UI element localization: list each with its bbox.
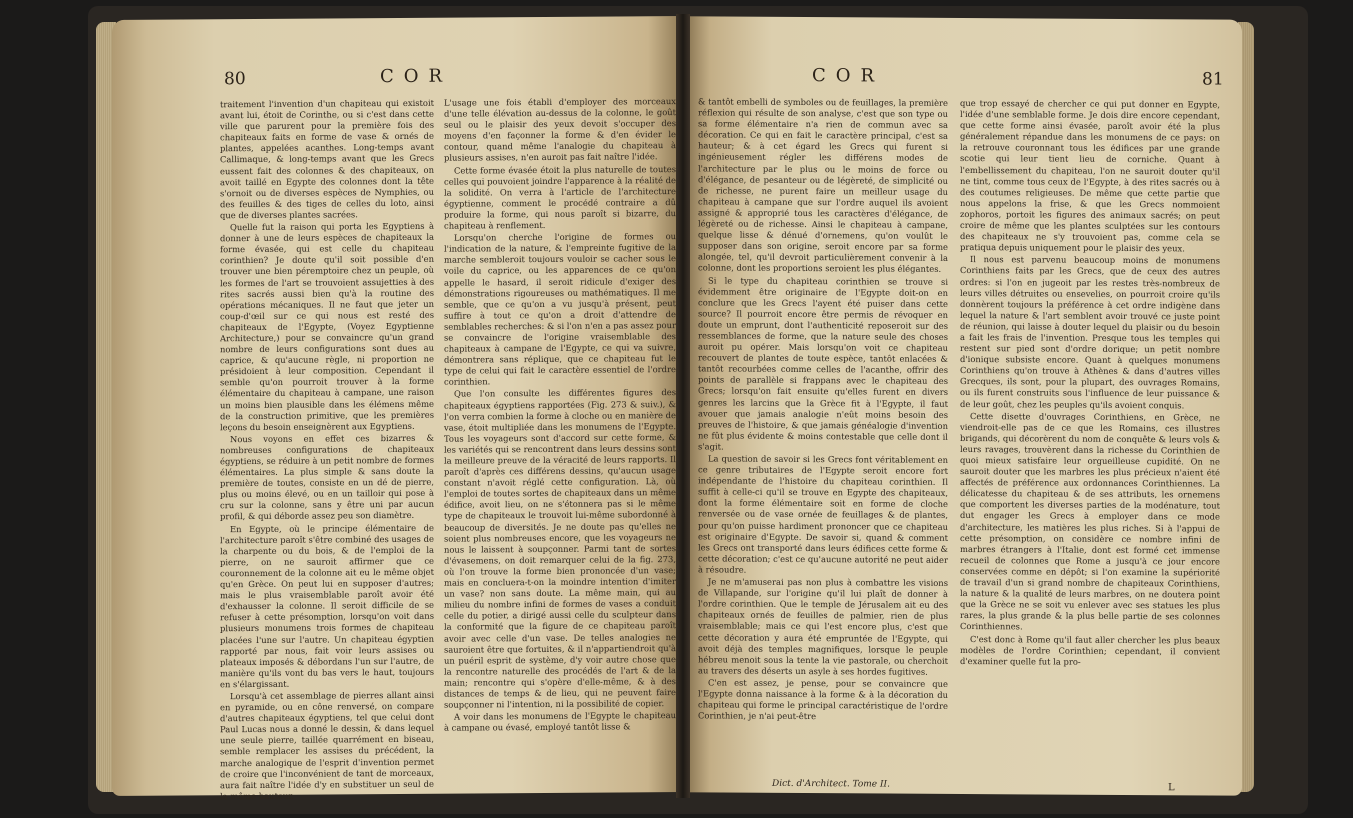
- paragraph: Cette disette d'ouvrages Corinthiens, en Grèce, ne viendroit-elle pas de ce que les Romains, ces illustres brigands, qui décorèrent du nom de conquête & leurs vols & leurs ravages, trouvèrent dans la richesse du Corinthien de quoi mieux satisfaire leur orgueilleuse cupidité. On ne sauroit douter que les marbres les plus précieux n'aient été affectés de préférence aux ordonnances Corinthiennes. La délicatesse du chapiteau & de ses attributs, les ornemens que comportent les diverses parties de la modénature, tout dut engager les Grecs à employer dans ce mode d'architecture, les matières les plus riches. Si à l'appui de cette présomption, on considère ce nombre infini de marbres étrangers à l'Italie, dont est formé cet immense recueil de colonnes que Rome a jusqu'à ce jour encore conservées comme en dépôt; si l'on examine la supériorité de travail d'un si grand nombre de chapiteaux Corinthiens, la nature & la qualité de leurs marbres, on ne doutera point que la Grèce ne se soit vu enlever avec ses statues les plus rares, la plus grande & la plus belle partie de ses colonnes Corinthiennes.: [960, 410, 1220, 632]
- paragraph: Si le type du chapiteau corinthien se trouve si évidemment être originaire de l'Egypte doit-on en conclure que les Grecs l'ayent été puiser dans cette source? Il pourroit encore être permis de révoquer en doute un emprunt, dont l'authenticité reposeroit sur des ressemblances de forme, que la nature seule des choses auroit pu opérer. Mais lorsqu'on voit ce chapiteau recouvert de plantes de toute espèce, tantôt enlacées & tantôt recourbées comme celles de l'acanthe, offrir des points de parallèle si frappans avec le chapiteau des Grecs; lorsqu'on fait ensuite qu'elles furent en divers genres les larcins que la Grèce fit à l'Egypte, il faut avouer que jamais analogie n'eût moins besoin des preuves de l'histoire, & que jamais généalogie d'invention ne fût plus évidente & moins contestable que celle dont il s'agit.: [698, 274, 948, 452]
- paragraph: A voir dans les monumens de l'Egypte le chapiteau à campane ou évasé, employé tantôt lisse &: [444, 710, 676, 733]
- paragraph: Lorsqu'à cet assemblage de pierres allant ainsi en pyramide, ou en cône renversé, on compare d'autres chapiteaux égyptiens, tel que celui dont Paul Lucas nous a donné le dessin, & dans lequel une seule pierre, taillée quarrément en biseau, semble remplacer les assises du précédent, la marche analogique de l'esprit d'invention permet de croire que l'inconvénient de tant de morceaux, aura fait naître l'idée d'y en substituer un seul de la même hauteur.: [220, 689, 434, 802]
- signature-mark: L: [1168, 782, 1175, 794]
- left-page: [112, 16, 682, 802]
- paragraph: Cette forme évasée étoit la plus naturelle de toutes celles qui pouvoient joindre l'apparence à la réalité de la solidité. On verra à l'article de l'architecture égyptienne, comment le procédé contraire a dû produire la forme, qui nous paroît si bizarre, du chapiteau à renflement.: [444, 163, 676, 231]
- paragraph: C'est donc à Rome qu'il faut aller chercher les plus beaux modèles de l'ordre Corinthien; cependant, il convient d'examiner quelle fut la pro-: [960, 633, 1220, 667]
- left-page-header: [112, 64, 682, 96]
- paragraph: La question de savoir si les Grecs font véritablement en ce genre tributaires de l'Egypte seroit encore fort indépendante de l'histoire du chapiteau corinthien. Il suffit à celle-ci qu'il se trouve en Egypte des chapiteaux, dont la forme élémentaire soit en forme de cloche renversée ou de vase ornée de feuillages & de plantes, pour qu'on puisse hardiment prononcer que ce chapiteau est originaire d'Egypte. De savoir si, quand & comment les Grecs ont transporté dans leurs édifices cette forme & cette décoration; c'est ce qu'aucune autorité ne peut aider à résoudre.: [698, 453, 948, 575]
- paragraph: Lorsqu'on cherche l'origine de formes ou l'indication de la nature, & l'empreinte fugitive de la marche sembleroit toujours vouloir se cacher sous le voile du caprice, ou les apparences de ce qu'on appelle le hasard, il seroit ridicule d'exiger des démonstrations rigoureuses ou mathématiques. Il me semble, que ce qu'on a vu jusqu'à présent, peut suffire à tout ce qu'on a droit d'attendre de semblables recherches: & si l'on n'en a pas assez pour se convaincre de l'origine vraisemblable des chapiteaux à campane de l'Egypte, ce qui va suivre, démontrera sans réplique, que ce chapiteau fut le type de celui qui fait le caractère essentiel de l'ordre corinthien.: [444, 231, 676, 388]
- right-page-header: [682, 64, 1242, 95]
- right-page: [682, 16, 1242, 795]
- paragraph: que trop essayé de chercher ce qui put donner en Egypte, l'idée d'une semblable forme. Je dois dire encore cependant, que cette forme ainsi évasée, paroît avoir été la plus généralement répandue dans les monumens de ce pays: on la retrouve couronnant tous les édifices par une grande scotie qui leur tient lieu de corniche. Quant à l'embellissement du chapiteau, l'on ne sauroit douter qu'il ne tint, comme tous ceux de l'Egypte, à des rites sacrés ou à des coutumes religieuses. De même que cette partie que nous appelons la frise, & que les Grecs nommoient zophoros, portoit les figures des animaux sacrés; on peut croire de même que les plantes sculptées sur les contours des chapiteaux ne s'y trouvoient pas, comme cela se pratiqua depuis uniquement pour le plaisir des yeux.: [960, 97, 1220, 254]
- right-column-2: [960, 98, 1220, 762]
- paragraph: Que l'on consulte les différentes figures des chapiteaux égyptiens rapportées (Fig. 273 & suiv.), & l'on verra combien la forme à cloche ou en manière de vase, étoit multipliée dans les monumens de l'Egypte. Tous les voyageurs sont d'accord sur cette forme, & les variétés qui se rencontrent dans leurs dessins sont la meilleure preuve de la véracité de leurs rapports. Il paroît d'après ces différens dessins, qu'aucun usage constant n'avoit réglé cette configuration. Là, où l'emploi de toutes sortes de chapiteaux dans un même édifice, avoit lieu, on ne s'étonnera pas si le même type de chapiteaux le trouvoit lui-même subordonné à beaucoup de diversités. Je ne doute pas qu'elles ne soient plus nombreuses encore, que les voyageurs ne nous le laissent à soupçonner. Parmi tant de sortes d'évasemens, on doit remarquer celui de la fig. 273, où l'on trouve la forme bien prononcée d'un vase; mais en concluera-t-on la moindre intention d'imiter un vase? non sans doute. La même main, qui au milieu du nombre infini de formes de vases a conduit celle du potier, a dirigé aussi celle du sculpteur dans la conformité que la figure de ce chapiteau paroît avoir avec celle d'un vase. De telles analogies ne sauroient être que fortuites, & il n'appartiendroit qu'à un puéril esprit de système, d'y voir autre chose que la rencontre naturelle des procédés de l'art & de la main; rencontre qui s'opère d'elle-même, & à des distances de temps & de lieu, qui ne peuvent faire soupçonner ni l'intention, ni la possibilité de copier.: [444, 387, 676, 710]
- left-column-2: [444, 96, 676, 780]
- right-page-columns: [698, 96, 1222, 781]
- book-gutter: [676, 14, 690, 798]
- running-head-left: COR: [380, 65, 453, 88]
- left-page-columns: [220, 96, 676, 802]
- paragraph: L'usage une fois établi d'employer des morceaux d'une telle élévation au-dessus de la colonne, le goût seul ou le plaisir des yeux devoit s'occuper des moyens d'en façonner la forme & d'en évider le contour, quand même l'analogie du chapiteau à plusieurs assises, n'en auroit pas fait naître l'idée.: [444, 96, 676, 164]
- paragraph: & tantôt embelli de symboles ou de feuillages, la première réflexion qui résulte de son analyse, c'est que son type ou sa forme élémentaire n'a rien de commun avec sa décoration. Ce qui en fait le caractère principal, c'est sa hauteur; & à cet égard les Grecs qui furent si ingénieusement régler les différens modes de l'architecture par le plus ou le moins de force ou d'élégance, de pesanteur ou de légèreté, de simplicité ou de richesse, ne purent faire un meilleur usage du chapiteau à campane que sur l'ordre auquel ils avoient assigné & approprié tous les caractères d'élégance, de légèreté ou de richesse. Ainsi le chapiteau à campane, quelque lisse & dénué d'ornemens, qu'on voulût le supposer dans son origine, seroit encore par sa forme alongée, tel, qu'il devroit particulièrement convenir à la colonne, dont les proportions seroient les plus élégantes.: [698, 96, 948, 275]
- running-head-right: COR: [812, 65, 885, 87]
- page-number-left: 80: [224, 69, 246, 90]
- page-number-right: 81: [1202, 69, 1224, 90]
- paragraph: Nous voyons en effet ces bizarres & nombreuses configurations de chapiteaux égyptiens, se réduire à un petit nombre de formes élémentaires. La plus simple & sans doute la première de toutes, consiste en un dé de pierre, plus ou moins élevé, ou en un tailloir qui pose à cru sur la colonne, sans y être uni par aucun profil, & qui déborde assez peu son diamètre.: [220, 432, 434, 522]
- right-column-1: [698, 96, 948, 760]
- left-column-1: [220, 97, 434, 802]
- paragraph: traitement l'invention d'un chapiteau qui existoit avant lui, étoit de Corinthe, ou si c'est dans cette ville que parurent pour la première fois des chapiteaux faits en forme de vase & ornés de plantes, appelées acanthes. Long-temps avant Callimaque, & long-temps avant que les Grecs eussent fait des colonnes & des chapiteaux, on avoit taillé en Egypte des colonnes dont la tête s'ornoit ou de diverses espèces de Nymphies, ou des feuilles & des tiges de celles du loto, ainsi que de diverses plantes sacrées.: [220, 97, 434, 221]
- paragraph: C'en est assez, je pense, pour se convaincre que l'Egypte donna naissance à la forme & à la décoration du chapiteau qui forme le principal caractéristique de l'ordre Corinthien, je n'ai peut-être: [698, 677, 948, 722]
- paragraph: En Egypte, où le principe élémentaire de l'architecture paroît s'être combiné des usages de la charpente ou du bois, & de l'emploi de la pierre, on ne sauroit affirmer que ce couronnement de la colonne ait eu le même objet qu'en Grèce. On peut lui en supposer d'autres; mais le plus vraisemblable paroît avoir été d'exhausser la colonne. Il seroit difficile de se refuser à cette présomption, lorsqu'on voit dans plusieurs monumens trois formes de chapiteau placées l'une sur l'autre. Un chapiteau égyptien rapporté par nous, fait voir leurs assises ou plateaux imposés & débordans l'un sur l'autre, de manière qu'ils vont du bas vers le haut, toujours en s'élargissant.: [220, 522, 434, 690]
- paragraph: Je ne m'amuserai pas non plus à combattre les visions de Villapande, sur l'origine qu'il lui plaît de donner à l'ordre corinthien. Que le temple de Jérusalem ait eu des chapiteaux ornés de feuilles de palmier, rien de plus vraisemblable; mais ce qui l'est encore plus, c'est que cette décoration y aura été empruntée de l'Egypte, qui avoit déjà des temples magnifiques, lorsque le peuple hébreu menoit sous la tente la vie pastorale, ou cherchoit au travers des déserts un asyle à ses hordes fugitives.: [698, 576, 948, 677]
- paragraph: Quelle fut la raison qui porta les Egyptiens à donner à une de leurs espèces de chapiteaux la forme évasée, qui est celle du chapiteau corinthien? Je doute qu'il soit possible d'en trouver une bien péremptoire chez un peuple, où les formes de l'art se trouvoient assujetties à des rites sacrés aussi bien qu'à la routine des opérations mécaniques. Il ne faut que jeter un coup-d'œil sur ce qui nous est resté des chapiteaux de l'Egypte, (Voyez Egyptienne Architecture,) pour se convaincre qu'un grand nombre de leurs configurations sont dues au caprice, & qu'aucune règle, ni proportion ne présidoient à leur composition. Cependant il semble qu'on pourroit trouver à la forme élémentaire du chapiteau à campane, une raison un moins bien plausible dans les élémens même de la construction primitive, que les premières leçons du besoin enseignèrent aux Egyptiens.: [220, 220, 434, 432]
- paragraph: Il nous est parvenu beaucoup moins de monumens Corinthiens faits par les Grecs, que de ceux des autres ordres: si l'on en jugeoit par les restes très-nombreux de leurs villes détruites ou ensevelies, on pourroit croire qu'ils donnèrent toujours la préférence à cet ordre indigène dans lequel la nature & l'art semblent avoir trouvé ce juste point de réunion, qui laisse à douter lequel du plaisir ou du besoin a fait les frais de l'invention. Presque tous les temples qui restent sur pied sont d'ordre dorique; un petit nombre d'ionique subsiste encore. Quant à quelques monumens Corinthiens qu'on trouve à Athènes & dans d'autres villes Grecques, ils sont, pour la plupart, des ouvrages Romains, ou ils furent construits sous l'influence de leur puissance & de leur goût, chez les peuples qu'ils avoient conquis.: [960, 254, 1220, 410]
- page-footer: Dict. d'Architect. Tome II.: [772, 778, 890, 790]
